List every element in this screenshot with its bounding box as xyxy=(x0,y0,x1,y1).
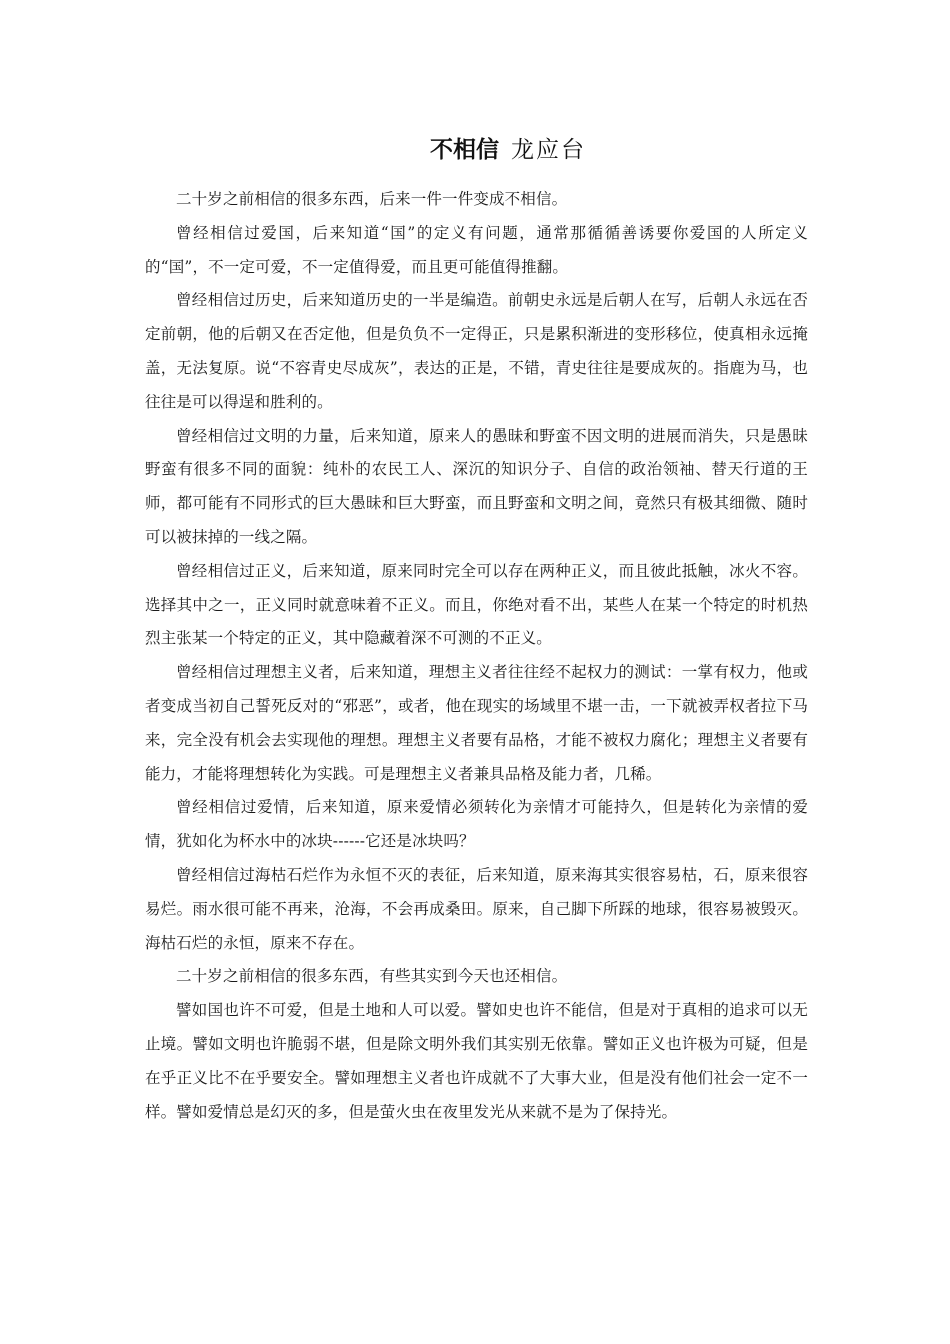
paragraph: 二十岁之前相信的很多东西，后来一件一件变成不相信。 xyxy=(176,190,568,208)
paragraph: 曾经相信过爱情，后来知道，原来爱情必须转化为亲情才可能持久，但是转化为亲情的爱情，犹如化为杯水中的冰块------它还是冰块吗？ xyxy=(145,798,808,851)
paragraph: 譬如国也许不可爱，但是土地和人可以爱。譬如史也许不能信，但是对于真相的追求可以无止境。譬如文明也许脆弱不堪，但是除文明外我们其实别无依靠。譬如正义也许极为可疑，但是在乎正义比不在乎要安全。譬如理想主义者也许成就不了大事大业，但是没有他们社会一定不一样。譬如爱情总是幻灭的多，但是萤火虫在夜里发光从来就不是为了保持光。 xyxy=(145,1001,808,1121)
paragraph: 曾经相信过理想主义者，后来知道，理想主义者往往经不起权力的测试：一掌有权力，他或者变成当初自己誓死反对的“邪恶”，或者，他在现实的场域里不堪一击，一下就被弄权者拉下马来，完全没有机会去实现他的理想。理想主义者要有品格，才能不被权力腐化；理想主义者要有能力，才能将理想转化为实践。可是理想主义者兼具品格及能力者，几稀。 xyxy=(145,663,808,783)
document-title xyxy=(0,134,950,166)
title-text: 不相信 xyxy=(430,137,499,163)
paragraph: 曾经相信过历史，后来知道历史的一半是编造。前朝史永远是后朝人在写，后朝人永远在否定前朝，他的后朝又在否定他，但是负负不一定得正，只是累积渐进的变形移位，使真相永远掩盖，无法复原。说“不容青史尽成灰”，表达的正是，不错，青史往往是要成灰的。指鹿为马，也往往是可以得逞和胜利的。 xyxy=(145,291,808,411)
paragraph: 二十岁之前相信的很多东西，有些其实到今天也还相信。 xyxy=(176,967,568,986)
paragraph: 曾经相信过文明的力量，后来知道，原来人的愚昧和野蛮不因文明的进展而消失，只是愚昧野蛮有很多不同的面貌：纯朴的农民工人、深沉的知识分子、自信的政治领袖、替天行道的王师，都可能有不同形式的巨大愚昧和巨大野蛮，而且野蛮和文明之间，竟然只有极其细微、随时可以被抹掉的一线之隔。 xyxy=(145,426,808,546)
author-name: 龙应台 xyxy=(511,137,586,163)
paragraph: 曾经相信过海枯石烂作为永恒不灭的表征，后来知道，原来海其实很容易枯，石，原来很容易烂。雨水很可能不再来，沧海，不会再成桑田。原来，自己脚下所踩的地球，很容易被毁灭。海枯石烂的永恒，原来不存在。 xyxy=(145,865,808,952)
paragraph: 曾经相信过正义，后来知道，原来同时完全可以存在两种正义，而且彼此抵触，冰火不容。选择其中之一，正义同时就意味着不正义。而且，你绝对看不出，某些人在某一个特定的时机热烈主张某一个特定的正义，其中隐藏着深不可测的不正义。 xyxy=(145,561,808,648)
document-body xyxy=(145,183,808,1129)
paragraph: 曾经相信过爱国，后来知道“国”的定义有问题，通常那循循善诱要你爱国的人所定义的“国”，不一定可爱，不一定值得爱，而且更可能值得推翻。 xyxy=(145,223,808,276)
